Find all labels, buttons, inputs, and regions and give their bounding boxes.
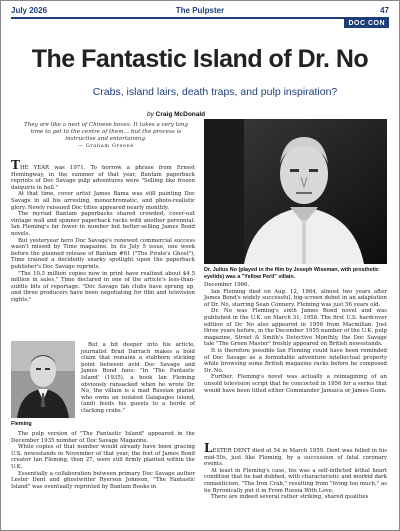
paragraph: The pulp version of "The Fantastic Island" appeared in the December 1935 number of Doc Savage Magazine. — [11, 431, 195, 444]
epigraph-text: They are like a nest of Chinese boxes. It takes a very long time to get to the centre of them… but the process is instructive and entertaining. — [24, 122, 188, 142]
paragraph: At least in Fleming's case, his was a self-inflicted lethal heart condition that he had dubbed, with characteristic and morbid dark romanticism, "The Iron Crab," resulting from "living too much," as he Byronically put it in From Russia With Love. — [204, 467, 387, 494]
byline — [147, 111, 205, 118]
paragraph: Further, Fleming's novel was actually a reimagining of an unsold television script that he concocted in 1956 for a series that would have been titled either Commander Jamaica or James Gunn. — [204, 374, 387, 394]
section-tab: DOC CON — [344, 19, 389, 28]
byline-author: Craig McDonald — [155, 111, 206, 118]
byline-prefix: by — [147, 111, 156, 118]
fleming-caption: Fleming — [11, 421, 32, 427]
paragraph: But a bit deeper into his article, journalist Brad Darrach makes a bold claim that remains a stubborn sticking point between avid Doc Savage and James Bond fans: "In 'The Fantastic Island' (1935), a book Ian Fleming obviously ransacked when he wrote Dr. No, the villain is a mad Russian pianist who owns an isolated Galapagos island, (and) feeds his guests to a horde of clacking crabs." — [81, 342, 195, 414]
drop-cap: T — [11, 158, 20, 172]
epigraph — [23, 122, 189, 150]
photo-caption: Dr. Julius No (played in the film by Joseph Wiseman, with prosthetic eyelids) was a "Yellow Peril" villain. — [204, 267, 379, 280]
paragraph: LESTER DENT died at 54 in March 1959. Dent was felled in his mid-50s, just like Fleming, by a succession of fatal coronary events. — [204, 441, 387, 468]
paragraph: But yesteryear hero Doc Savage's renewed commercial success wasn't missed by Time magazine. In its July 5 issue, one week before the planned release of Bantam #61 ("The Pirate's Ghost"), Time trained a decidedly snarky spotlight upon the paperback publisher's Doc Savage reprints. — [11, 237, 195, 270]
article-title: The Fantastic Island of Dr. No — [31, 45, 369, 73]
paragraph: There are indeed several rather striking, shared qualities — [211, 494, 369, 501]
fleming-photo — [11, 341, 75, 418]
paragraph: Ian Fleming died on Aug. 12, 1964, almost two years after James Bond's widely successful, big-screen debut in an adaptation of Dr. No, starring Sean Connery. Fleming was just 56 years old. — [204, 288, 387, 308]
paragraph: "The 10.5 million copies now in print have realized about $4.5 million in sales," Time declared in one of the article's less-than-subtle bits of reportage. "Doc Savage fan clubs have sprung up, and three producers have been negotiating for film and television rights." — [11, 270, 195, 303]
paragraph: The myriad Bantam paperbacks shared crowded, cover-out vintage wall and spinner paperback racks with another perennial: Ian Fleming's far fewer in number but better-selling James Bond novels. — [11, 211, 195, 237]
column-2 — [204, 282, 387, 394]
column-2-bottom — [204, 441, 387, 501]
article-deck: Crabs, island lairs, death traps, and pulp inspiration? — [92, 86, 338, 98]
paragraph: It is therefore possible Ian Fleming could have been reminded of Doc Savage as a formidable adventure intellectual property while browsing some British magazine racks before he composed Dr. No. — [204, 347, 387, 374]
column-1-wrap — [81, 342, 195, 415]
drop-cap: L — [204, 441, 213, 455]
paragraph: Dr. No was Fleming's sixth James Bond novel and was published in the U.K. on March 31, 1958. The first U.S. hardcover edition of Dr. No also appeared in 1958 from Macmillan. Just three years before, in the December 1955 number of the U.K. pulp magazine, Street & Smith's Detective Monthly, the Doc Savage tale "The Green Master" freshly appeared on British newsstands. — [204, 308, 387, 348]
page-number: 47 — [380, 6, 389, 15]
column-1-bottom — [11, 431, 195, 490]
paragraph: December 1966. — [204, 282, 250, 288]
paragraph: At that time, cover artist James Bama was still painting Doc Savage in all his arresting, monochromatic, and photo-realistic glory. Newly reissued Doc titles appeared nearly monthly. — [11, 191, 195, 211]
page-header — [11, 4, 389, 18]
dr-no-photo — [204, 119, 387, 264]
paragraph: Essentially a collaboration between primary Doc Savage author Lester Dent and ghostwriter Ryerson Johnson, "The Fantastic Island" was eventually reprinted by Bantam Books in — [11, 470, 195, 490]
column-1-top — [11, 158, 195, 303]
issue-date: July 2026 — [11, 6, 48, 15]
paragraph: While copies of that number would already have been gracing U.S. newsstands in November of that year, the feet of James Bond creator Ian Fleming, then 27, were still firmly planted within the U.K. — [11, 444, 195, 470]
paragraph: THE YEAR was 1971. To borrow a phrase from Ernest Hemingway, in the summer of that year, Bantam paperback reprints of Doc Savage pulp adventures were "Selling like frozen daiquiris in hell." — [11, 158, 195, 191]
epigraph-source: — Graham Greene — [78, 143, 134, 149]
publication-name: The Pulpster — [175, 6, 225, 15]
header-rule — [11, 17, 389, 19]
